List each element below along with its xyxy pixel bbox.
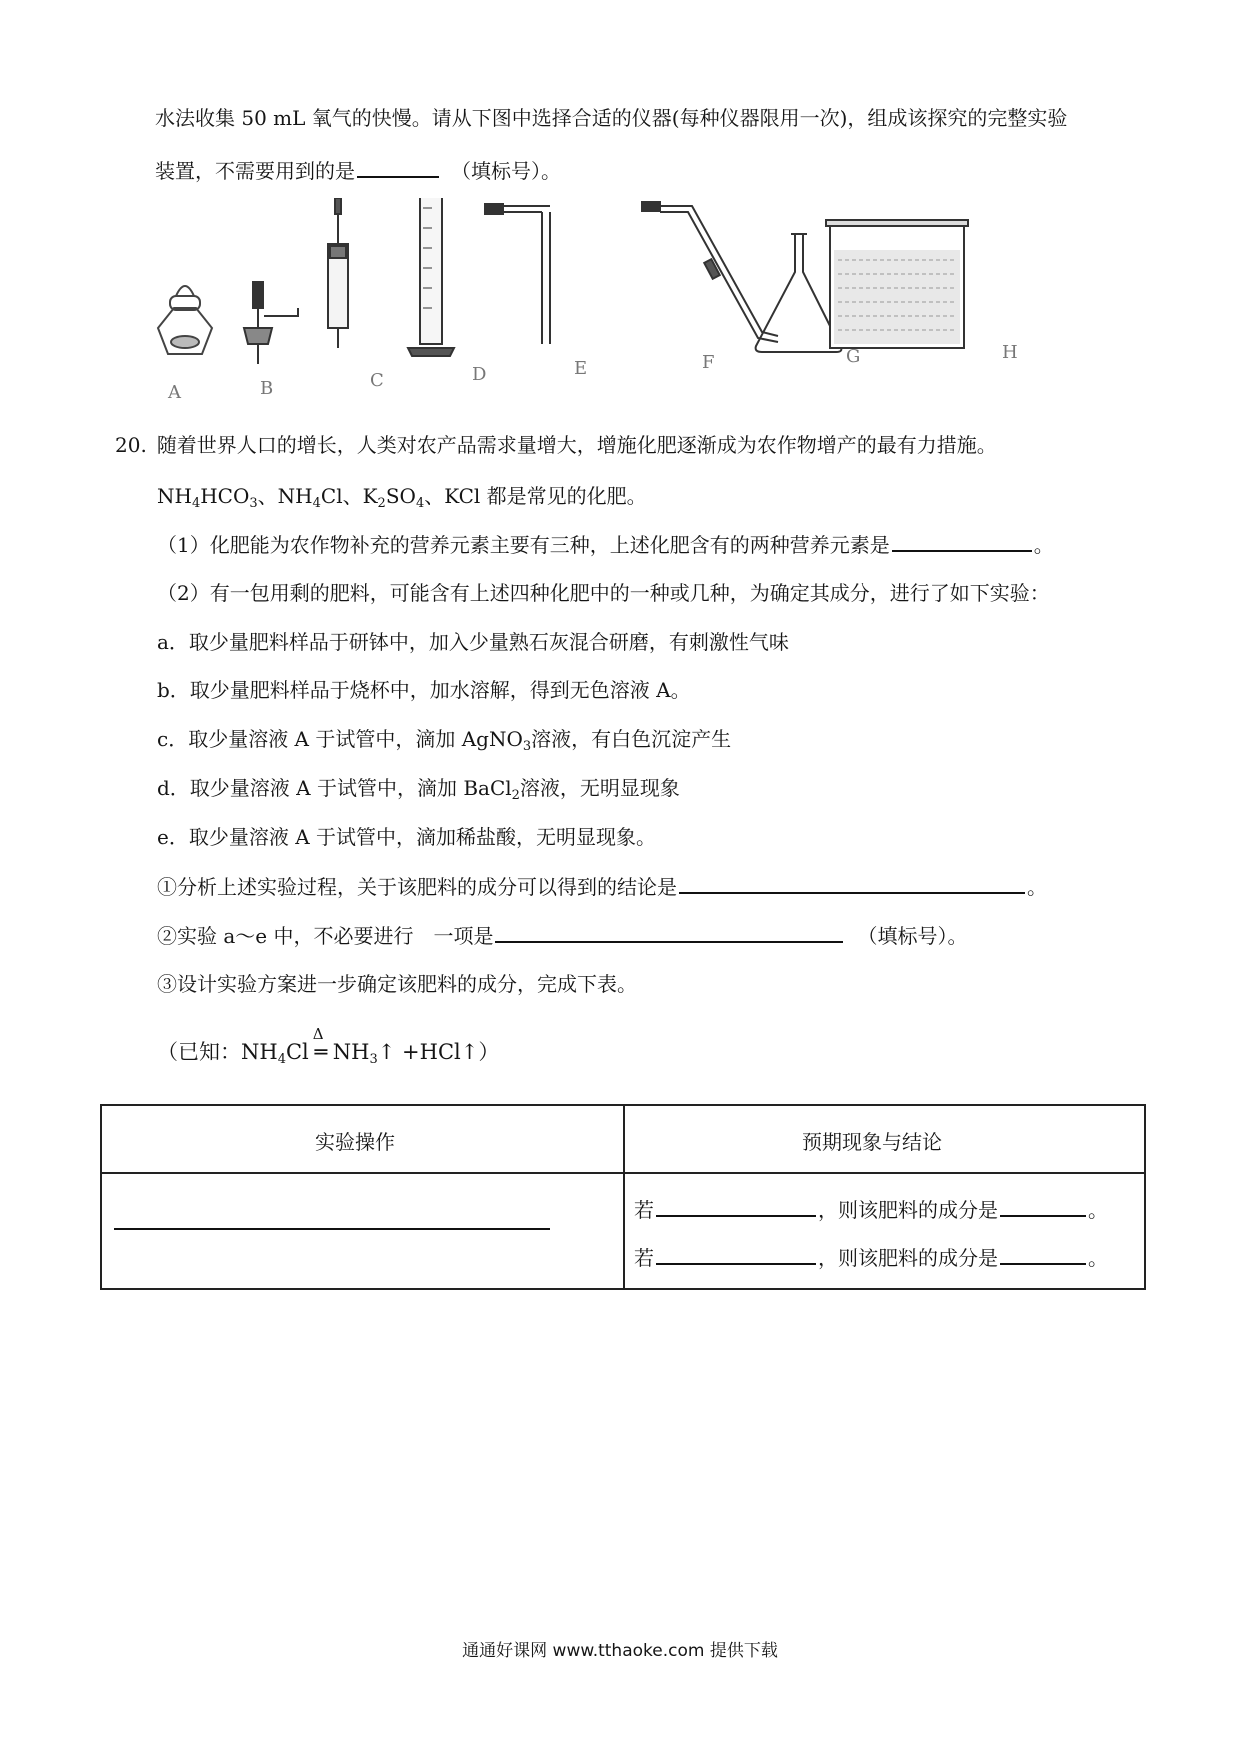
step-c: c．取少量溶液 A 于试管中，滴加 AgNO$_3$溶液，有白色沉淀产生	[157, 727, 732, 754]
answer-blank-component-2[interactable]	[1000, 1243, 1086, 1265]
alcohol-lamp-figure	[158, 286, 212, 354]
q20-stem-line: 20. 随着世界人口的增长，人类对农产品需求量增大，增施化肥逐渐成为农作物增产的最有力措施。	[115, 433, 997, 457]
step-d: d．取少量溶液 A 于试管中，滴加 BaCl$_2$溶液，无明显现象	[157, 776, 680, 803]
graduated-cylinder-figure	[408, 198, 454, 356]
answer-blank-phenomenon-2[interactable]	[656, 1243, 816, 1265]
apparatus-label-b: B	[260, 378, 274, 399]
header-expected-result: 预期现象与结论	[802, 1130, 942, 1154]
answer-blank-unneeded[interactable]	[357, 156, 439, 178]
answer-blank-operation[interactable]	[114, 1226, 550, 1230]
sub-question-1: ①分析上述实验过程，关于该肥料的成分可以得到的结论是 。	[157, 872, 1047, 901]
header-experiment-operation: 实验操作	[315, 1130, 395, 1154]
apparatus-label-g: G	[846, 346, 861, 367]
bent-tube-figure	[642, 202, 778, 342]
part-1-line: （1）化肥能为农作物补充的营养元素主要有三种，上述化肥含有的两种营养元素是 。	[157, 530, 1054, 559]
step-e: e．取少量溶液 A 于试管中，滴加稀盐酸，无明显现象。	[157, 825, 656, 849]
gas-arrow: ↑	[460, 1040, 479, 1064]
syringe-figure	[328, 198, 348, 348]
table-divider-vertical	[623, 1106, 625, 1288]
sub-question-2: ②实验 a～e 中，不必要进行 一项是 （填标号）。	[157, 921, 967, 950]
result-row-2: 若 ，则该肥料的成分是 。	[634, 1242, 1108, 1271]
step-a: a．取少量肥料样品于研钵中，加入少量熟石灰混合研磨，有刺激性气味	[157, 630, 789, 654]
apparatus-label-h: H	[1002, 342, 1018, 363]
known-equation: （已知：$NH_4Cl$ Δ ═ $NH_3↑$ +HCl↑）	[157, 1025, 500, 1067]
answer-blank-conclusion[interactable]	[679, 872, 1025, 894]
answer-blank-component-1[interactable]	[1000, 1195, 1086, 1217]
apparatus-label-d: D	[472, 364, 487, 385]
answer-blank-nutrients[interactable]	[892, 530, 1032, 552]
water-trough-figure	[826, 220, 968, 348]
page-footer: 通通好课网 www.tthaoke.com 提供下载	[462, 1641, 778, 1661]
step-b: b．取少量肥料样品于烧杯中，加水溶解，得到无色溶液 A。	[157, 678, 691, 702]
intro-line-2: 装置，不需要用到的是 （填标号）。	[155, 156, 561, 185]
answer-blank-unnecessary-step[interactable]	[495, 921, 843, 943]
apparatus-label-c: C	[370, 370, 384, 391]
fertilizer-list: $NH_4HCO_3$、$NH_4Cl$、$K_2SO_4$、KCl 都是常见的化肥。	[157, 484, 647, 511]
stopper-tube-figure	[244, 282, 298, 364]
intro-line-1: 水法收集 50 mL 氧气的快慢。请从下图中选择合适的仪器(每种仪器限用一次)，组成该探究的完整实验	[155, 106, 1068, 130]
sub-question-3: ③设计实验方案进一步确定该肥料的成分，完成下表。	[157, 972, 637, 996]
question-number: 20.	[115, 433, 147, 457]
heat-equals-sign: Δ ═	[312, 1025, 328, 1064]
answer-blank-phenomenon-1[interactable]	[656, 1195, 816, 1217]
apparatus-label-f: F	[702, 352, 715, 373]
apparatus-label-a: A	[168, 382, 181, 403]
gas-arrow: ↑	[377, 1040, 396, 1064]
apparatus-illustration	[140, 198, 1140, 408]
right-angle-tube-figure	[485, 204, 550, 344]
part-2-line: （2）有一包用剩的肥料，可能含有上述四种化肥中的一种或几种，为确定其成分，进行了如下实验：	[157, 581, 1050, 605]
table-divider-horizontal	[102, 1172, 1144, 1174]
experiment-table	[100, 1104, 1146, 1290]
result-row-1: 若 ，则该肥料的成分是 。	[634, 1194, 1108, 1223]
apparatus-label-e: E	[574, 358, 588, 379]
